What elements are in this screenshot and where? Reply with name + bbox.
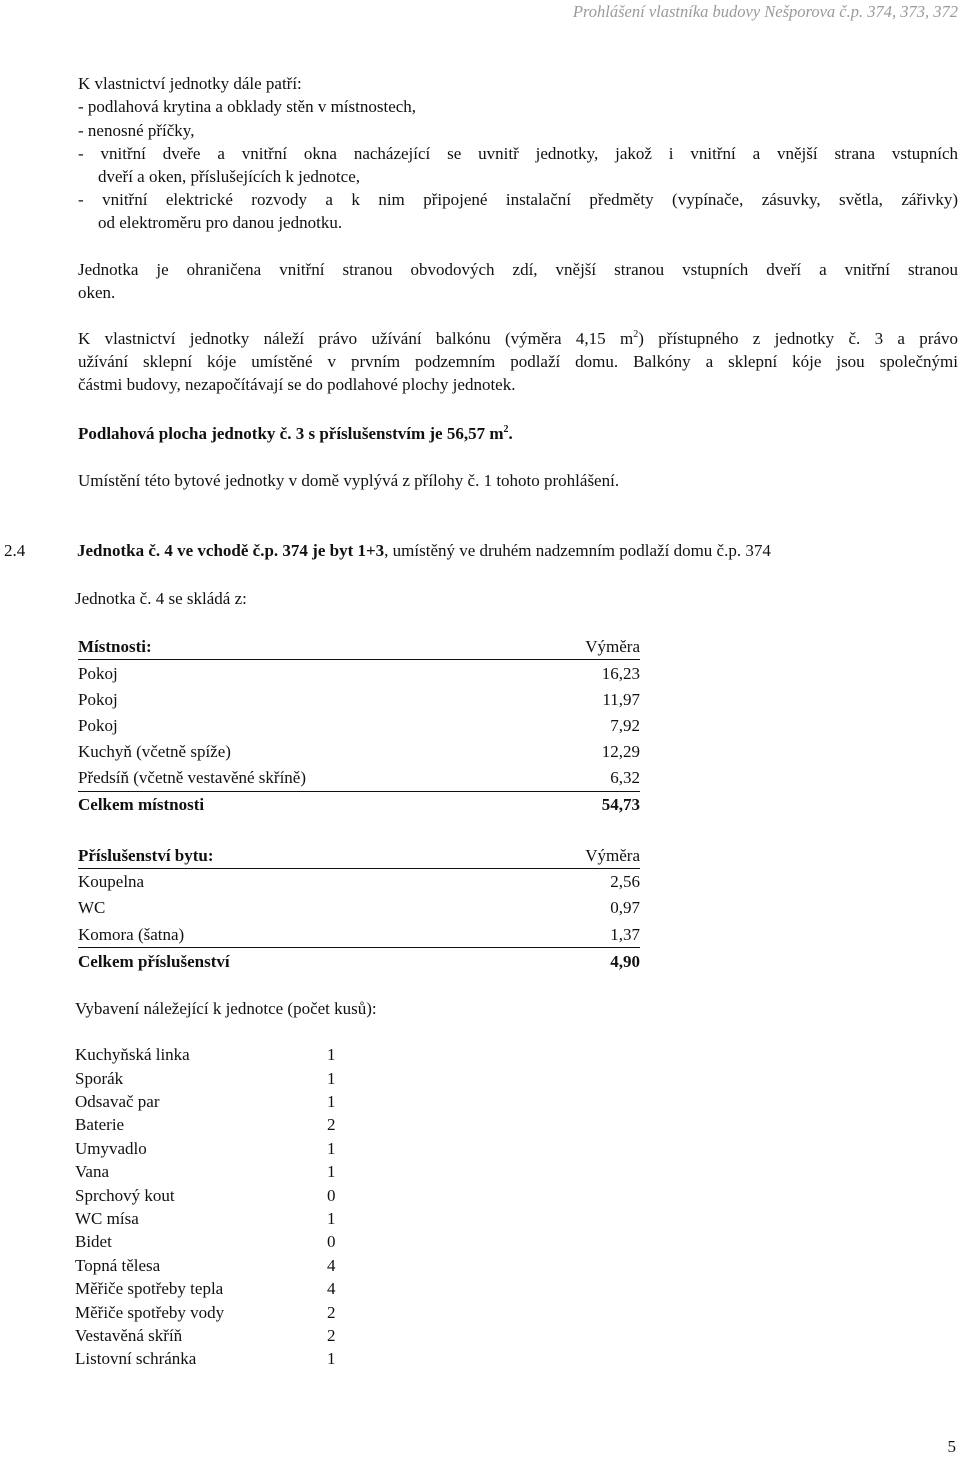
page-number: 5 (947, 1437, 956, 1456)
room-name: Pokoj (78, 664, 118, 683)
list-item (75, 1349, 375, 1371)
list-item (75, 1162, 375, 1184)
equipment-count: 1 (327, 1162, 336, 1181)
total-divider (78, 791, 640, 792)
room-name: Kuchyň (včetně spíže) (78, 742, 231, 761)
equipment-name: Sporák (75, 1069, 124, 1088)
header-underline (78, 659, 640, 660)
equipment-count: 2 (327, 1303, 336, 1322)
equipment-count: 4 (327, 1279, 336, 1298)
column-header-name: Místnosti: (78, 637, 152, 656)
total-value: 54,73 (601, 795, 640, 814)
room-area: 6,32 (610, 768, 640, 787)
equipment-name: Umyvadlo (75, 1139, 147, 1158)
accessory-name: Koupelna (78, 872, 145, 891)
equipment-count: 2 (327, 1326, 336, 1345)
total-value: 4,90 (610, 952, 640, 971)
table-row (78, 898, 640, 920)
list-item (75, 1115, 375, 1137)
list-item (75, 1139, 375, 1161)
total-divider (78, 947, 640, 948)
equipment-count: 1 (327, 1209, 336, 1228)
equipment-count: 1 (327, 1045, 336, 1064)
table-row (78, 768, 640, 790)
table-row (78, 716, 640, 738)
intro-item-continuation: od elektroměru pro danou jednotku. (98, 213, 343, 232)
equipment-count: 0 (327, 1186, 336, 1205)
list-item (75, 1232, 375, 1254)
list-item (75, 1092, 375, 1114)
column-header-value: Výměra (585, 846, 640, 865)
room-area: 7,92 (610, 716, 640, 735)
equipment-name: Měřiče spotřeby tepla (75, 1279, 224, 1298)
equipment-count: 1 (327, 1349, 336, 1368)
intro-item: - vnitřní dveře a vnitřní okna nacházející se uvnitř jednotky, jakož i vnitřní a vnější strana vstupních (78, 144, 958, 163)
intro-item-continuation: dveří a oken, příslušejících k jednotce, (98, 167, 360, 186)
location-statement: Umístění této bytové jednotky v domě vyplývá z přílohy č. 1 tohoto prohlášení. (78, 471, 620, 490)
accessory-area: 1,37 (610, 925, 640, 944)
table-row (78, 690, 640, 712)
rooms-table-header (78, 637, 640, 659)
equipment-name: Listovní schránka (75, 1349, 197, 1368)
list-item (75, 1256, 375, 1278)
list-item (75, 1069, 375, 1091)
section-heading: Jednotka č. 4 ve vchodě č.p. 374 je byt 1+3, umístěný ve druhém nadzemním podlaží domu č.p. 374 (77, 541, 771, 560)
equipment-name: Měřiče spotřeby vody (75, 1303, 225, 1322)
composition-intro: Jednotka č. 4 se skládá z: (75, 589, 247, 608)
list-item (75, 1303, 375, 1325)
balcony-paragraph-line: užívání sklepní kóje umístěné v prvním podzemním podlaží domu. Balkóny a sklepní kóje jsou společnými (78, 352, 958, 371)
table-total-row (78, 795, 640, 817)
equipment-name: Kuchyňská linka (75, 1045, 190, 1064)
section-number: 2.4 (4, 541, 26, 560)
room-area: 16,23 (601, 664, 640, 683)
equipment-name: Baterie (75, 1115, 125, 1134)
accessory-area: 0,97 (610, 898, 640, 917)
intro-heading: K vlastnictví jednotky dále patří: (78, 74, 302, 93)
balcony-paragraph-line: K vlastnictví jednotky náleží právo užívání balkónu (výměra 4,15 $m^2$) přístupného z jednotky č. 3 a právo (78, 329, 959, 348)
equipment-name: WC mísa (75, 1209, 139, 1228)
accessories-table-header (78, 846, 640, 868)
room-name: Pokoj (78, 690, 118, 709)
equipment-count: 4 (327, 1256, 336, 1275)
equipment-name: Vestavěná skříň (75, 1326, 183, 1345)
table-row (78, 872, 640, 894)
column-header-value: Výměra (585, 637, 640, 656)
intro-item: - nenosné příčky, (78, 121, 195, 140)
equipment-count: 1 (327, 1139, 336, 1158)
equipment-count: 1 (327, 1069, 336, 1088)
equipment-count: 2 (327, 1115, 336, 1134)
header-underline (78, 868, 640, 869)
intro-item: - vnitřní elektrické rozvody a k nim připojené instalační předměty (vypínače, zásuvky, světla, zářivky) (78, 190, 958, 209)
column-header-name: Příslušenství bytu: (78, 846, 214, 865)
room-area: 11,97 (602, 690, 640, 709)
table-row (78, 925, 640, 947)
room-name: Předsíň (včetně vestavěné skříně) (78, 768, 306, 787)
floor-area-statement: Podlahová plocha jednotky č. 3 s příslušenstvím je 56,57 $m^2$. (78, 424, 513, 443)
equipment-name: Bidet (75, 1232, 112, 1251)
accessory-name: Komora (šatna) (78, 925, 185, 944)
equipment-name: Sprchový kout (75, 1186, 175, 1205)
accessory-area: 2,56 (610, 872, 640, 891)
equipment-name: Odsavač par (75, 1092, 160, 1111)
list-item (75, 1186, 375, 1208)
table-total-row (78, 952, 640, 974)
list-item (75, 1326, 375, 1348)
equipment-count: 1 (327, 1092, 336, 1111)
total-label: Celkem příslušenství (78, 952, 230, 971)
total-label: Celkem místnosti (78, 795, 205, 814)
boundary-paragraph-line: oken. (78, 283, 116, 302)
equipment-count: 0 (327, 1232, 336, 1251)
list-item (75, 1209, 375, 1231)
equipment-name: Topná tělesa (75, 1256, 161, 1275)
page-header: Prohlášení vlastníka budovy Nešporova č.p. 374, 373, 372 (572, 2, 958, 21)
accessory-name: WC (78, 898, 106, 917)
balcony-paragraph-line: částmi budovy, nezapočítávají se do podlahové plochy jednotek. (78, 375, 516, 394)
equipment-name: Vana (75, 1162, 109, 1181)
list-item (75, 1045, 375, 1067)
list-item (75, 1279, 375, 1301)
equipment-heading: Vybavení náležející k jednotce (počet kusů): (75, 999, 377, 1018)
intro-item: - podlahová krytina a obklady stěn v místnostech, (78, 97, 417, 116)
room-area: 12,29 (601, 742, 640, 761)
boundary-paragraph-line: Jednotka je ohraničena vnitřní stranou obvodových zdí, vnější stranou vstupních dveří a vnitřní stranou (78, 260, 958, 279)
table-row (78, 664, 640, 686)
room-name: Pokoj (78, 716, 118, 735)
table-row (78, 742, 640, 764)
